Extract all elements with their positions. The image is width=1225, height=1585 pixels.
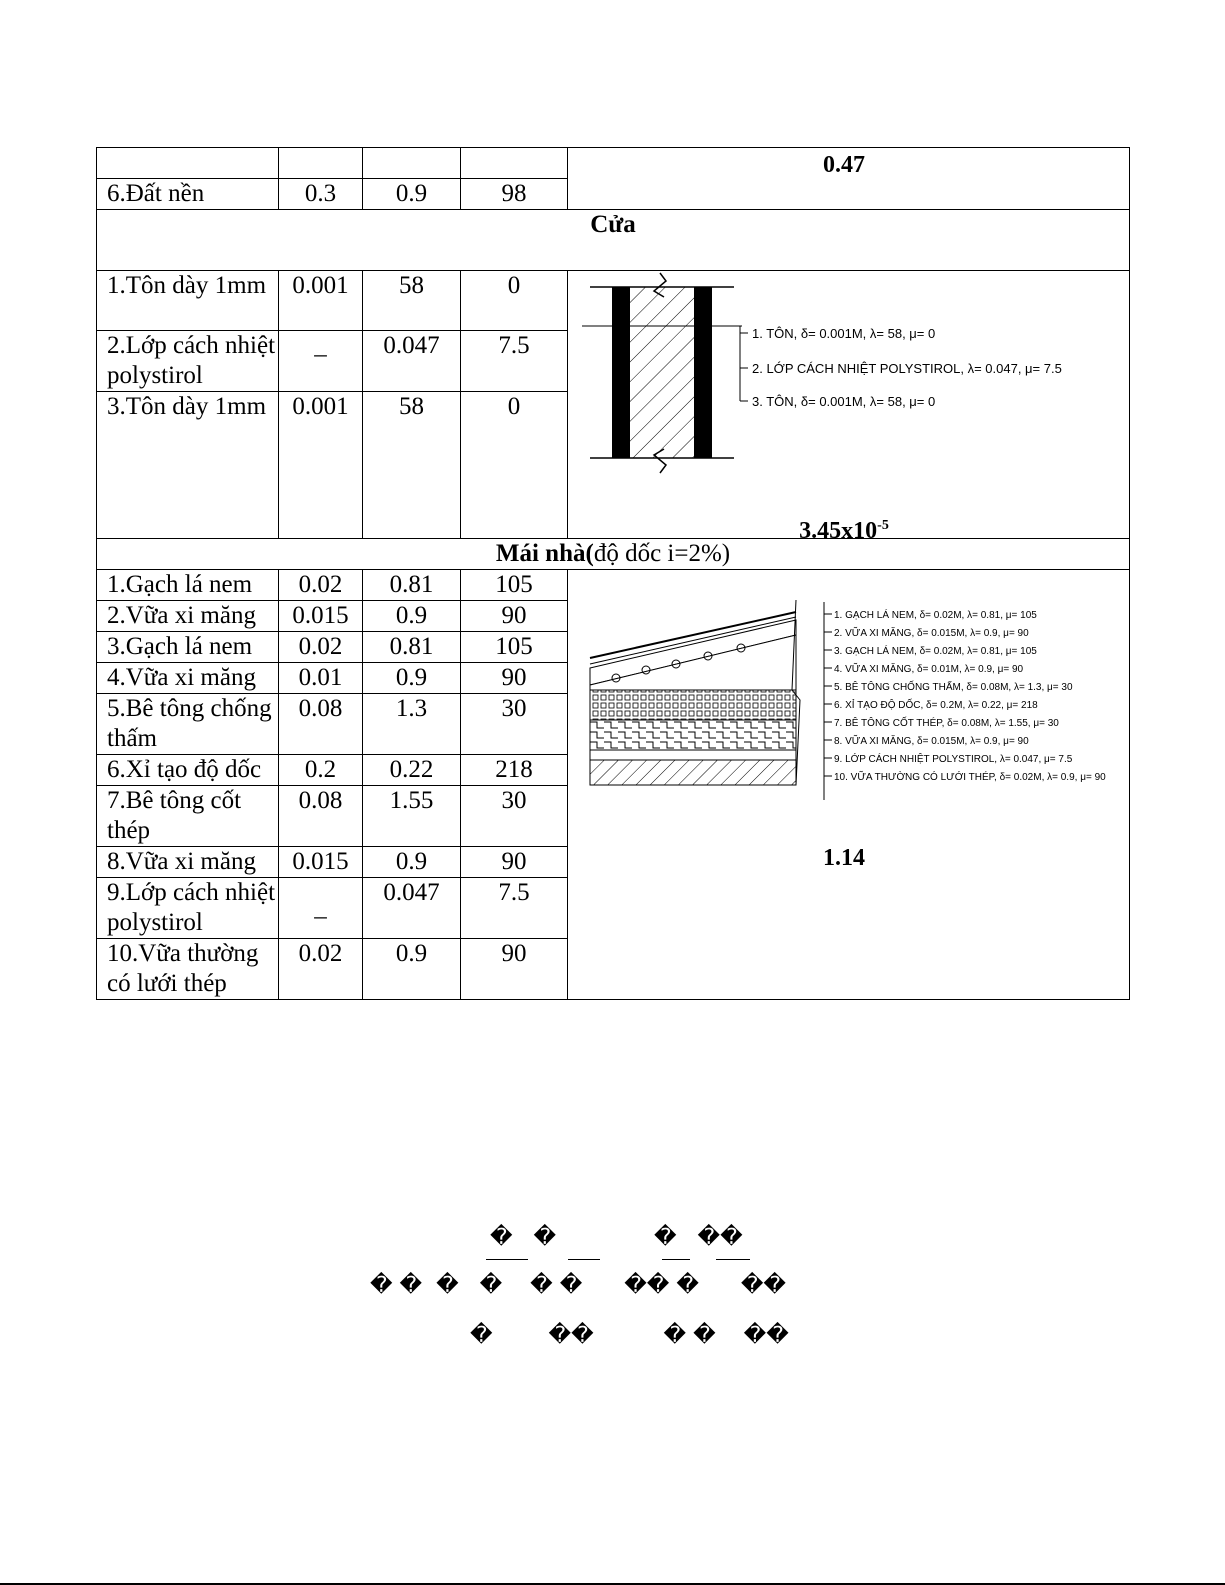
formula-line-3: � �� � � �� (470, 1323, 789, 1348)
layer-name: 3.Gạch lá nem (97, 632, 279, 663)
roof-result: 1.14 (823, 845, 865, 871)
conductivity: 58 (363, 392, 461, 539)
layer-name: 8.Vữa xi măng (97, 847, 279, 878)
roof-legend-8: 8. VỮA XI MĂNG, δ= 0.015M, λ= 0.9, μ= 90 (834, 736, 1029, 747)
vapour-resistance: 90 (461, 939, 568, 1000)
vapour-resistance: 98 (461, 179, 568, 210)
layer-name: 3.Tôn dày 1mm (97, 392, 279, 539)
conductivity: 1.55 (363, 786, 461, 847)
roof-legend-2: 2. VỮA XI MĂNG, δ= 0.015M, λ= 0.9, μ= 90 (834, 628, 1029, 639)
vapour-resistance: 105 (461, 570, 568, 601)
layer-name: 7.Bê tông cốt thép (97, 786, 279, 847)
layer-name: 6.Xỉ tạo độ dốc (97, 755, 279, 786)
conductivity: 0.047 (363, 331, 461, 392)
thickness: _ (279, 331, 363, 392)
door-legend-2: 2. LỚP CÁCH NHIỆT POLYSTIROL, λ= 0.047, μ= 7.5 (752, 361, 1062, 376)
formula-line-1: � � � �� (490, 1225, 743, 1250)
ground-result: 0.47 (823, 152, 865, 178)
roof-legend-1: 1. GẠCH LÁ NEM, δ= 0.02M, λ= 0.81, μ= 105 (834, 610, 1037, 621)
vapour-resistance: 7.5 (461, 331, 568, 392)
roof-legend-6: 6. XỈ TẠO ĐỘ DỐC, δ= 0.2M, λ= 0.22, μ= 218 (834, 700, 1038, 711)
conductivity: 0.81 (363, 570, 461, 601)
roof-legend-9: 9. LỚP CÁCH NHIỆT POLYSTIROL, λ= 0.047, μ= 7.5 (834, 754, 1073, 765)
conductivity: 0.9 (363, 939, 461, 1000)
section-header-row (97, 210, 1130, 271)
conductivity: 0.9 (363, 179, 461, 210)
thickness: 0.015 (279, 847, 363, 878)
conductivity: 58 (363, 271, 461, 331)
thickness: 0.01 (279, 663, 363, 694)
roof-legend-3: 3. GẠCH LÁ NEM, δ= 0.02M, λ= 0.81, μ= 105 (834, 646, 1037, 657)
conductivity: 1.3 (363, 694, 461, 755)
door-section-diagram (582, 271, 1122, 486)
layer-name: 6.Đất nền (97, 179, 279, 210)
thickness: 0.2 (279, 755, 363, 786)
layer-name: 4.Vữa xi măng (97, 663, 279, 694)
vapour-resistance: 105 (461, 632, 568, 663)
conductivity: 0.9 (363, 847, 461, 878)
layer-name: 9.Lớp cách nhiệt polystirol (97, 878, 279, 939)
layer-name: 2.Vữa xi măng (97, 601, 279, 632)
conductivity: 0.9 (363, 601, 461, 632)
thickness: 0.08 (279, 694, 363, 755)
layer-name: 1.Tôn dày 1mm (97, 271, 279, 331)
thickness: 0.02 (279, 570, 363, 601)
thickness: _ (279, 878, 363, 939)
table-row (97, 271, 1130, 331)
vapour-resistance: 90 (461, 601, 568, 632)
vapour-resistance: 218 (461, 755, 568, 786)
door-figure-cell (568, 271, 1130, 544)
roof-figure-cell (568, 570, 1130, 1000)
section-title-roof: Mái nhà(độ dốc i=2%) (97, 539, 1130, 570)
layer-name: 1.Gạch lá nem (97, 570, 279, 601)
layer-name: 10.Vữa thường có lưới thép (97, 939, 279, 1000)
conductivity: 0.22 (363, 755, 461, 786)
formula-line-2: � � � � � � �� � �� (370, 1273, 786, 1298)
layer-name: 2.Lớp cách nhiệt polystirol (97, 331, 279, 392)
ground-result-cell (568, 148, 1130, 210)
layer-name: 5.Bê tông chống thấm (97, 694, 279, 755)
thickness: 0.3 (279, 179, 363, 210)
thickness: 0.02 (279, 632, 363, 663)
vapour-resistance: 0 (461, 271, 568, 331)
door-legend-1: 1. TÔN, δ= 0.001M, λ= 58, μ= 0 (752, 326, 936, 341)
roof-legend-7: 7. BÊ TÔNG CỐT THÉP, δ= 0.08M, λ= 1.55, μ= 30 (834, 718, 1059, 729)
thickness: 0.02 (279, 939, 363, 1000)
vapour-resistance: 30 (461, 786, 568, 847)
thickness: 0.001 (279, 392, 363, 539)
vapour-resistance: 30 (461, 694, 568, 755)
table-row (97, 570, 1130, 601)
vapour-resistance: 0 (461, 392, 568, 539)
table-row (97, 148, 1130, 179)
door-result: $3.45x10^{-5}$ (799, 518, 889, 544)
roof-legend-10: 10. VỮA THƯỜNG CÓ LƯỚI THÉP, δ= 0.02M, λ= 0.9, μ= 90 (834, 772, 1106, 783)
thickness: 0.001 (279, 271, 363, 331)
section-title-door: Cửa (97, 210, 1130, 271)
door-legend-3: 3. TÔN, δ= 0.001M, λ= 58, μ= 0 (752, 394, 936, 409)
roof-legend-4: 4. VỮA XI MĂNG, δ= 0.01M, λ= 0.9, μ= 90 (834, 664, 1024, 675)
conductivity: 0.9 (363, 663, 461, 694)
conductivity: 0.81 (363, 632, 461, 663)
vapour-resistance: 7.5 (461, 878, 568, 939)
conductivity: 0.047 (363, 878, 461, 939)
vapour-resistance: 90 (461, 847, 568, 878)
roof-legend-5: 5. BÊ TÔNG CHỐNG THẤM, δ= 0.08M, λ= 1.3, μ= 30 (834, 682, 1073, 693)
roof-section-diagram (576, 590, 1122, 815)
material-properties-table (96, 147, 1130, 1000)
vapour-resistance: 90 (461, 663, 568, 694)
thickness: 0.08 (279, 786, 363, 847)
thickness: 0.015 (279, 601, 363, 632)
